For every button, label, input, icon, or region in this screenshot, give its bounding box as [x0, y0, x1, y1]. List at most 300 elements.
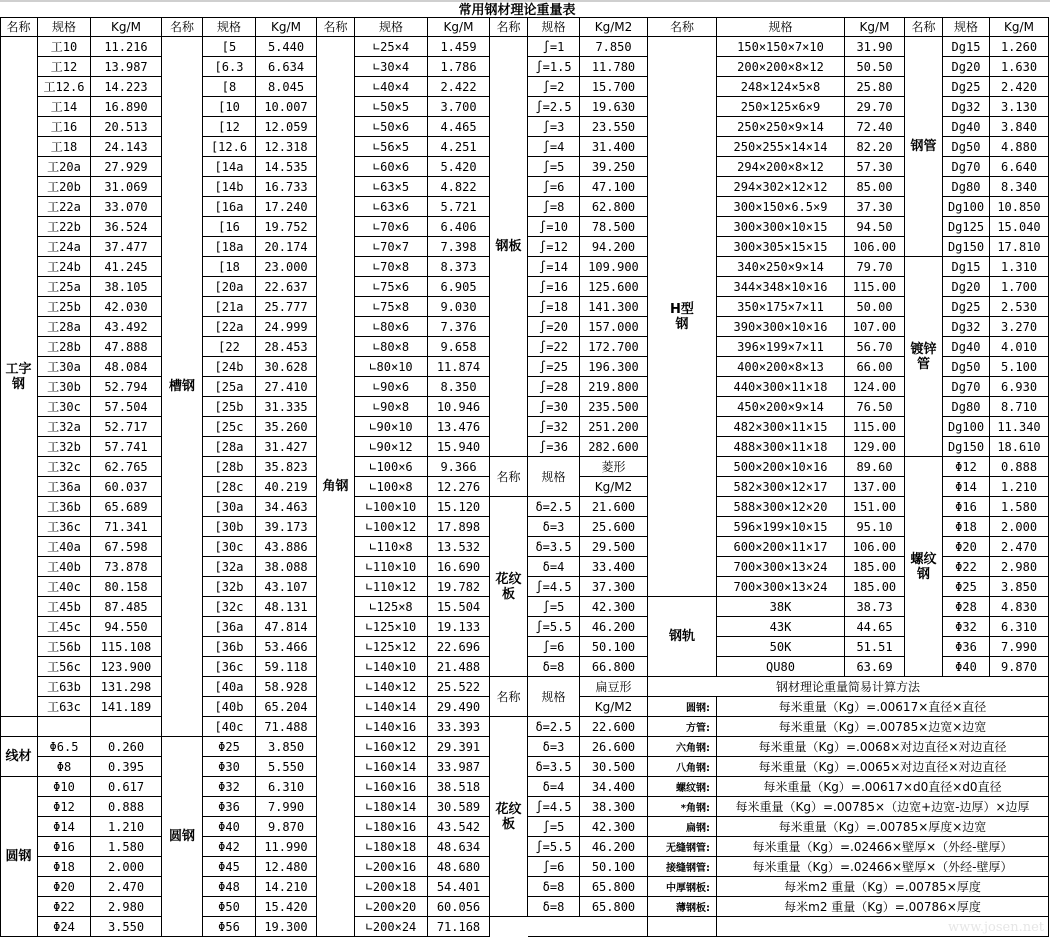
weight-cell: 106.00 — [845, 237, 905, 257]
spec-cell: 700×300×13×24 — [717, 557, 845, 577]
column-header-kgm2: Kg/M2 — [580, 697, 648, 717]
weight-cell: 10.946 — [428, 397, 490, 417]
spec-cell: 150×150×7×10 — [717, 37, 845, 57]
weight-cell: 66.800 — [580, 657, 648, 677]
weight-cell: 31.400 — [580, 137, 648, 157]
column-header-name: 名称 — [648, 17, 717, 37]
category-i-beam: 工字 钢 — [0, 37, 38, 717]
spec-cell: 500×200×10×16 — [717, 457, 845, 477]
weight-cell: 10.850 — [990, 197, 1049, 217]
spec-cell: ∫=14 — [528, 257, 580, 277]
weight-cell: 4.465 — [428, 117, 490, 137]
column-header-spec: 规格 — [528, 17, 580, 37]
weight-cell: 36.524 — [91, 217, 162, 237]
spec-cell: δ=4 — [528, 777, 580, 797]
weight-cell: 52.717 — [91, 417, 162, 437]
weight-cell: 5.550 — [256, 757, 317, 777]
weight-cell: 2.470 — [91, 877, 162, 897]
spec-cell: 工36b — [38, 497, 91, 517]
weight-cell: 12.318 — [256, 137, 317, 157]
spec-cell: ∫=5 — [528, 157, 580, 177]
spec-cell: δ=3 — [528, 517, 580, 537]
weight-cell: 6.930 — [990, 377, 1049, 397]
blank-cell — [528, 917, 648, 937]
spec-cell: Dg100 — [943, 197, 990, 217]
spec-cell: Φ36 — [203, 797, 256, 817]
weight-cell: 57.741 — [91, 437, 162, 457]
weight-cell: 14.223 — [91, 77, 162, 97]
weight-cell: 2.420 — [990, 77, 1049, 97]
formula-text: 每米重量（Kg）=.00785×（边宽+边宽-边厚）×边厚 — [717, 797, 1049, 817]
weight-cell: 235.500 — [580, 397, 648, 417]
column-header-name: 名称 — [317, 17, 355, 37]
weight-cell: 20.513 — [91, 117, 162, 137]
weight-cell: 48.634 — [428, 837, 490, 857]
weight-cell: 22.696 — [428, 637, 490, 657]
weight-cell: 2.000 — [91, 857, 162, 877]
spec-cell: ∫=18 — [528, 297, 580, 317]
weight-cell: 30.628 — [256, 357, 317, 377]
spec-cell: 294×200×8×12 — [717, 157, 845, 177]
weight-cell: 43.886 — [256, 537, 317, 557]
spec-cell: 工28a — [38, 317, 91, 337]
weight-cell: 80.158 — [91, 577, 162, 597]
spec-cell: 工32a — [38, 417, 91, 437]
spec-cell: 250×250×9×14 — [717, 117, 845, 137]
weight-cell: 151.00 — [845, 497, 905, 517]
spec-cell: 250×125×6×9 — [717, 97, 845, 117]
spec-cell: Φ32 — [203, 777, 256, 797]
weight-cell: 60.037 — [91, 477, 162, 497]
weight-cell: 15.120 — [428, 497, 490, 517]
spec-cell: [36b — [203, 637, 256, 657]
spec-cell: ∟80×8 — [355, 337, 428, 357]
weight-cell: 1.459 — [428, 37, 490, 57]
weight-cell: 16.890 — [91, 97, 162, 117]
spec-cell: 488×300×11×18 — [717, 437, 845, 457]
weight-cell: 76.50 — [845, 397, 905, 417]
weight-cell: 115.108 — [91, 637, 162, 657]
spec-cell: 工56c — [38, 657, 91, 677]
spec-cell: 390×300×10×16 — [717, 317, 845, 337]
column-header-name: 名称 — [905, 17, 943, 37]
weight-cell: 47.814 — [256, 617, 317, 637]
spec-cell: [28a — [203, 437, 256, 457]
spec-cell: 工25a — [38, 277, 91, 297]
weight-cell: 8.373 — [428, 257, 490, 277]
spec-cell: ∫=25 — [528, 357, 580, 377]
weight-cell: 106.00 — [845, 537, 905, 557]
spec-cell: Φ14 — [943, 477, 990, 497]
weight-cell: 8.340 — [990, 177, 1049, 197]
weight-cell: 30.500 — [580, 757, 648, 777]
spec-cell: Φ28 — [943, 597, 990, 617]
spec-cell: Φ24 — [38, 917, 91, 937]
weight-cell: 1.580 — [990, 497, 1049, 517]
weight-cell: 27.929 — [91, 157, 162, 177]
weight-cell: 71.341 — [91, 517, 162, 537]
weight-cell: 38.088 — [256, 557, 317, 577]
spec-cell: [40a — [203, 677, 256, 697]
spec-cell: [14a — [203, 157, 256, 177]
spec-cell: ∟140×16 — [355, 717, 428, 737]
spec-cell: 340×250×9×14 — [717, 257, 845, 277]
weight-cell: 38.300 — [580, 797, 648, 817]
weight-cell: 185.00 — [845, 577, 905, 597]
spec-cell: Φ18 — [943, 517, 990, 537]
spec-cell: ∟125×12 — [355, 637, 428, 657]
weight-cell: 6.640 — [990, 157, 1049, 177]
weight-cell: 58.928 — [256, 677, 317, 697]
weight-cell: 21.600 — [580, 497, 648, 517]
weight-cell: 46.200 — [580, 617, 648, 637]
weight-cell: 25.80 — [845, 77, 905, 97]
weight-cell: 1.700 — [990, 277, 1049, 297]
spec-cell: Φ16 — [38, 837, 91, 857]
weight-cell: 20.174 — [256, 237, 317, 257]
weight-cell: 82.20 — [845, 137, 905, 157]
spec-cell: ∟180×16 — [355, 817, 428, 837]
spec-cell: ∟56×5 — [355, 137, 428, 157]
weight-cell: 53.466 — [256, 637, 317, 657]
spec-cell: [30b — [203, 517, 256, 537]
spec-cell: 450×200×9×14 — [717, 397, 845, 417]
spec-cell: [32a — [203, 557, 256, 577]
column-header-kgm2: Kg/M2 — [580, 477, 648, 497]
spec-cell: ∟200×20 — [355, 897, 428, 917]
spec-cell: [36a — [203, 617, 256, 637]
weight-cell: 94.550 — [91, 617, 162, 637]
weight-cell: 141.300 — [580, 297, 648, 317]
spec-cell: [36c — [203, 657, 256, 677]
spec-cell: Dg150 — [943, 437, 990, 457]
weight-cell: 33.393 — [428, 717, 490, 737]
spec-cell: ∟160×12 — [355, 737, 428, 757]
weight-cell: 5.721 — [428, 197, 490, 217]
weight-cell: 8.350 — [428, 377, 490, 397]
spec-cell: [32b — [203, 577, 256, 597]
weight-cell: 11.780 — [580, 57, 648, 77]
blank-cell — [648, 917, 717, 937]
spec-cell: [30c — [203, 537, 256, 557]
spec-cell: Φ22 — [38, 897, 91, 917]
spec-cell: Dg20 — [943, 277, 990, 297]
spec-cell: ∟160×16 — [355, 777, 428, 797]
column-header-spec: 规格 — [38, 17, 91, 37]
weight-cell: 28.453 — [256, 337, 317, 357]
spec-cell: [16 — [203, 217, 256, 237]
spec-cell: ∫=6 — [528, 177, 580, 197]
spec-cell: 582×300×12×17 — [717, 477, 845, 497]
spec-cell: 248×124×5×8 — [717, 77, 845, 97]
spec-cell: 工56b — [38, 637, 91, 657]
weight-cell: 34.463 — [256, 497, 317, 517]
spec-cell: ∟63×5 — [355, 177, 428, 197]
formula-text: 每米m2 重量（Kg）=.00785×厚度 — [717, 877, 1049, 897]
weight-cell: 3.850 — [256, 737, 317, 757]
formula-text: 每米重量（Kg）=.0068×对边直径×对边直径 — [717, 737, 1049, 757]
spec-cell: 工63c — [38, 697, 91, 717]
spec-cell: [18 — [203, 257, 256, 277]
spec-cell: ∟100×6 — [355, 457, 428, 477]
weight-cell: 59.118 — [256, 657, 317, 677]
blank-cell — [0, 717, 38, 737]
spec-cell: [8 — [203, 77, 256, 97]
weight-cell: 3.840 — [990, 117, 1049, 137]
weight-cell: 129.00 — [845, 437, 905, 457]
spec-cell: Φ12 — [38, 797, 91, 817]
spec-cell: [18a — [203, 237, 256, 257]
weight-cell: 19.782 — [428, 577, 490, 597]
weight-cell: 196.300 — [580, 357, 648, 377]
spec-cell: 工22a — [38, 197, 91, 217]
weight-cell: 30.589 — [428, 797, 490, 817]
weight-cell: 56.70 — [845, 337, 905, 357]
weight-cell: 3.270 — [990, 317, 1049, 337]
weight-cell: 115.00 — [845, 277, 905, 297]
spec-cell: [21a — [203, 297, 256, 317]
spec-cell: ∟100×12 — [355, 517, 428, 537]
spec-cell: QU80 — [717, 657, 845, 677]
weight-cell: 29.70 — [845, 97, 905, 117]
spec-cell: Φ25 — [203, 737, 256, 757]
column-header-kgm: Kg/M — [428, 17, 490, 37]
weight-cell: 9.366 — [428, 457, 490, 477]
weight-cell: 19.133 — [428, 617, 490, 637]
spec-cell: Φ48 — [203, 877, 256, 897]
weight-cell: 3.700 — [428, 97, 490, 117]
spec-cell: Φ25 — [943, 577, 990, 597]
spec-cell: [22 — [203, 337, 256, 357]
spec-cell: ∫=5 — [528, 817, 580, 837]
weight-cell: 6.310 — [990, 617, 1049, 637]
spec-cell: [25c — [203, 417, 256, 437]
spec-cell: Dg70 — [943, 377, 990, 397]
spec-cell: Φ8 — [38, 757, 91, 777]
spec-cell: ∟100×10 — [355, 497, 428, 517]
weight-cell: 24.999 — [256, 317, 317, 337]
column-header-kgm: Kg/M — [845, 17, 905, 37]
weight-cell: 19.630 — [580, 97, 648, 117]
weight-cell: 16.690 — [428, 557, 490, 577]
spec-cell: ∟200×24 — [355, 917, 428, 937]
spec-cell: 工10 — [38, 37, 91, 57]
weight-cell: 42.030 — [91, 297, 162, 317]
weight-cell: 219.800 — [580, 377, 648, 397]
weight-cell: 29.500 — [580, 537, 648, 557]
weight-cell: 109.900 — [580, 257, 648, 277]
spec-cell: ∟70×8 — [355, 257, 428, 277]
spec-cell: Φ22 — [943, 557, 990, 577]
weight-cell: 13.532 — [428, 537, 490, 557]
spec-cell: 482×300×11×15 — [717, 417, 845, 437]
pattern-lentil: 扁豆形 — [580, 677, 648, 697]
spec-cell: ∟200×16 — [355, 857, 428, 877]
spec-cell: 工24a — [38, 237, 91, 257]
weight-cell: 19.752 — [256, 217, 317, 237]
spec-cell: 工18 — [38, 137, 91, 157]
column-header-name: 名称 — [0, 17, 38, 37]
weight-cell: 1.310 — [990, 257, 1049, 277]
weight-cell: 14.535 — [256, 157, 317, 177]
spec-cell: ∫=3 — [528, 117, 580, 137]
spec-cell: δ=4 — [528, 557, 580, 577]
spec-cell: Dg70 — [943, 157, 990, 177]
weight-cell: 4.822 — [428, 177, 490, 197]
spec-cell: ∫=36 — [528, 437, 580, 457]
formula-text: 每米m2 重量（Kg）=.00786×厚度 — [717, 897, 1049, 917]
weight-cell: 9.030 — [428, 297, 490, 317]
weight-cell: 37.300 — [580, 577, 648, 597]
weight-cell: 1.210 — [990, 477, 1049, 497]
spec-cell: 344×348×10×16 — [717, 277, 845, 297]
blank-cell — [38, 717, 91, 737]
weight-cell: 3.550 — [91, 917, 162, 937]
spec-cell: 工30b — [38, 377, 91, 397]
watermark: www.josen.net — [948, 920, 1044, 935]
column-header-name: 名称 — [490, 457, 528, 497]
weight-cell: 2.470 — [990, 537, 1049, 557]
spec-cell: 600×200×11×17 — [717, 537, 845, 557]
weight-cell: 3.850 — [990, 577, 1049, 597]
weight-cell: 50.50 — [845, 57, 905, 77]
weight-cell: 1.786 — [428, 57, 490, 77]
spec-cell: δ=8 — [528, 657, 580, 677]
spec-cell: ∫=6 — [528, 857, 580, 877]
weight-cell: 87.485 — [91, 597, 162, 617]
spec-cell: Dg150 — [943, 237, 990, 257]
weight-cell: 13.476 — [428, 417, 490, 437]
spec-cell: Dg80 — [943, 397, 990, 417]
formula-text: 每米重量（Kg）=.00785×厚度×边宽 — [717, 817, 1049, 837]
spec-cell: Φ16 — [943, 497, 990, 517]
weight-cell: 65.800 — [580, 877, 648, 897]
weight-cell: 12.276 — [428, 477, 490, 497]
spec-cell: Dg80 — [943, 177, 990, 197]
column-header-kgm: Kg/M — [91, 17, 162, 37]
weight-cell: 0.617 — [91, 777, 162, 797]
spec-cell: [5 — [203, 37, 256, 57]
weight-cell: 71.488 — [256, 717, 317, 737]
spec-cell: Dg125 — [943, 217, 990, 237]
weight-cell: 0.888 — [990, 457, 1049, 477]
spec-cell: ∫=12 — [528, 237, 580, 257]
spec-cell: [16a — [203, 197, 256, 217]
category-wire-rod: 线材 — [0, 737, 38, 777]
spec-cell: ∫=8 — [528, 197, 580, 217]
spec-cell: Dg40 — [943, 117, 990, 137]
weight-cell: 131.298 — [91, 677, 162, 697]
spec-cell: δ=3.5 — [528, 537, 580, 557]
spec-cell: Φ12 — [943, 457, 990, 477]
weight-cell: 42.300 — [580, 597, 648, 617]
spec-cell: δ=2.5 — [528, 497, 580, 517]
spec-cell: 工12 — [38, 57, 91, 77]
spec-cell: ∟70×6 — [355, 217, 428, 237]
weight-cell: 1.260 — [990, 37, 1049, 57]
weight-cell: 43.492 — [91, 317, 162, 337]
weight-cell: 107.00 — [845, 317, 905, 337]
weight-cell: 65.689 — [91, 497, 162, 517]
spec-cell: ∟140×10 — [355, 657, 428, 677]
spec-cell: 工14 — [38, 97, 91, 117]
spec-cell: [20a — [203, 277, 256, 297]
category-plate: 钢板 — [490, 37, 528, 457]
weight-cell: 31.335 — [256, 397, 317, 417]
weight-cell: 48.084 — [91, 357, 162, 377]
spec-cell: 工45c — [38, 617, 91, 637]
weight-cell: 24.143 — [91, 137, 162, 157]
weight-cell: 50.00 — [845, 297, 905, 317]
spec-cell: Dg25 — [943, 297, 990, 317]
spec-cell: ∟25×4 — [355, 37, 428, 57]
weight-cell: 23.550 — [580, 117, 648, 137]
weight-cell: 37.30 — [845, 197, 905, 217]
spec-cell: 工36c — [38, 517, 91, 537]
spec-cell: Φ45 — [203, 857, 256, 877]
weight-cell: 5.420 — [428, 157, 490, 177]
column-header-spec: 规格 — [203, 17, 256, 37]
weight-cell: 13.987 — [91, 57, 162, 77]
weight-cell: 7.990 — [256, 797, 317, 817]
spec-cell: ∟75×8 — [355, 297, 428, 317]
weight-cell: 4.010 — [990, 337, 1049, 357]
spec-cell: ∫=32 — [528, 417, 580, 437]
weight-cell: 25.777 — [256, 297, 317, 317]
spec-cell: 工30c — [38, 397, 91, 417]
weight-cell: 50.100 — [580, 637, 648, 657]
spec-cell: ∫=2 — [528, 77, 580, 97]
weight-cell: 95.10 — [845, 517, 905, 537]
spec-cell: ∟140×12 — [355, 677, 428, 697]
weight-cell: 11.990 — [256, 837, 317, 857]
spec-cell: Dg50 — [943, 357, 990, 377]
spec-cell: 工20b — [38, 177, 91, 197]
spec-cell: [6.3 — [203, 57, 256, 77]
spec-cell: 350×175×7×11 — [717, 297, 845, 317]
weight-cell: 0.260 — [91, 737, 162, 757]
spec-cell: [28c — [203, 477, 256, 497]
spec-cell: 工12.6 — [38, 77, 91, 97]
weight-cell: 6.310 — [256, 777, 317, 797]
spec-cell: ∟110×8 — [355, 537, 428, 557]
formula-text: 每米重量（Kg）=.00617×d0直径×d0直径 — [717, 777, 1049, 797]
weight-cell: 62.765 — [91, 457, 162, 477]
weight-cell: 48.131 — [256, 597, 317, 617]
formula-label: 六角钢: — [648, 737, 717, 757]
spec-cell: ∟160×14 — [355, 757, 428, 777]
title-bar — [0, 0, 1050, 17]
weight-cell: 4.880 — [990, 137, 1049, 157]
spec-cell: δ=8 — [528, 897, 580, 917]
spec-cell: [40c — [203, 717, 256, 737]
weight-cell: 1.580 — [91, 837, 162, 857]
weight-cell: 43.107 — [256, 577, 317, 597]
spec-cell: Φ18 — [38, 857, 91, 877]
weight-cell: 38.73 — [845, 597, 905, 617]
spec-cell: Dg100 — [943, 417, 990, 437]
weight-cell: 38.105 — [91, 277, 162, 297]
weight-cell: 29.490 — [428, 697, 490, 717]
formula-text: 每米重量（Kg）=.00617×直径×直径 — [717, 697, 1049, 717]
spec-cell: ∫=5.5 — [528, 617, 580, 637]
weight-cell: 33.987 — [428, 757, 490, 777]
spec-cell: Φ56 — [203, 917, 256, 937]
weight-cell: 125.600 — [580, 277, 648, 297]
formula-label: 圆钢: — [648, 697, 717, 717]
weight-cell: 2.422 — [428, 77, 490, 97]
weight-cell: 79.70 — [845, 257, 905, 277]
